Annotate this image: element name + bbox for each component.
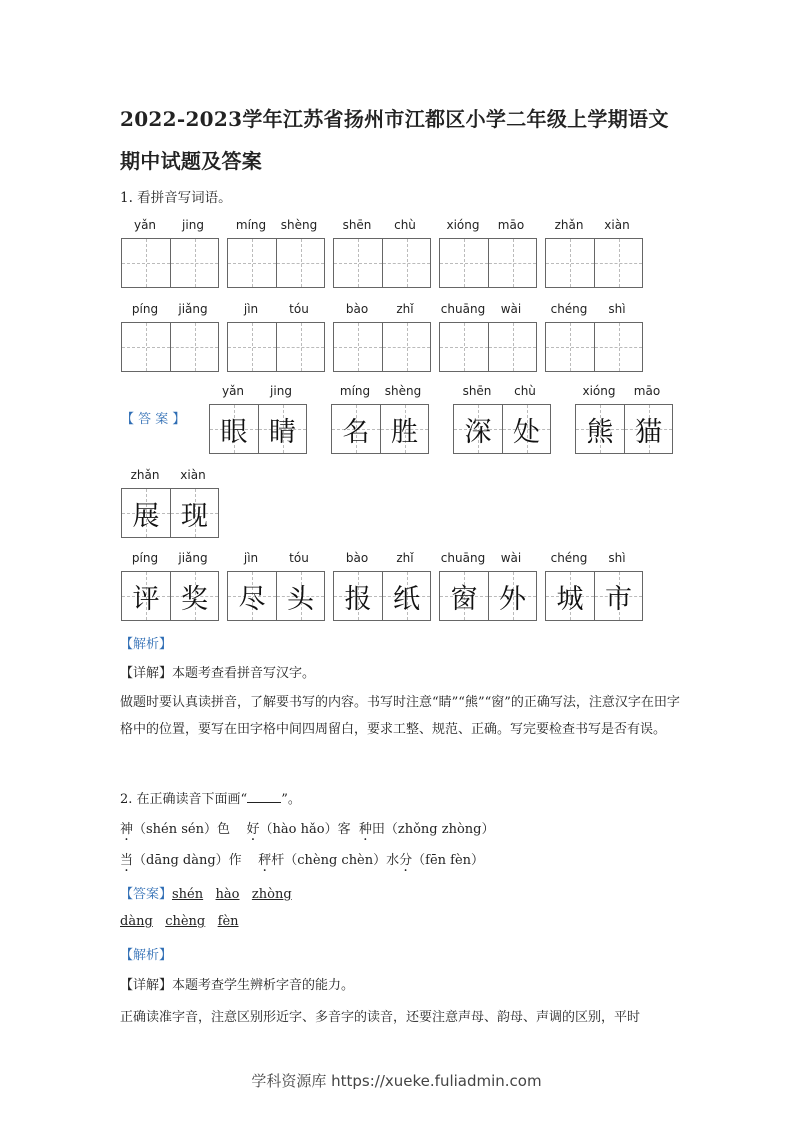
tianzige-cell	[488, 572, 536, 620]
pinyin-label: tóu	[289, 302, 309, 316]
tianzige-cell[interactable]	[228, 239, 276, 287]
pinyin-label: māo	[633, 384, 661, 398]
question-2-line-2	[120, 849, 484, 868]
pinyin-label: xióng	[446, 218, 480, 232]
tianzige-cell	[332, 405, 380, 453]
tianzige-box[interactable]	[227, 238, 325, 288]
pinyin-label: jiǎng	[178, 551, 208, 565]
title-line-2: 期中试题及答案	[120, 149, 263, 173]
tianzige-cell[interactable]	[546, 239, 594, 287]
pinyin-label: shèng	[384, 384, 422, 398]
tianzige-cell[interactable]	[334, 323, 382, 371]
tianzige-box	[209, 404, 307, 454]
title-line-1: 2022-2023学年江苏省扬州市江都区小学二年级上学期语文	[120, 107, 669, 131]
tianzige-box	[121, 571, 219, 621]
pinyin-label: jing	[182, 218, 204, 232]
pinyin-label: jing	[270, 384, 292, 398]
pinyin-label: zhǐ	[396, 551, 414, 565]
pinyin-label: tóu	[289, 551, 309, 565]
pinyin-label: xiàn	[604, 218, 630, 232]
explain-1: 做题时要认真读拼音，了解要书写的内容。书写时注意“睛”“熊”“窗”的正确写法，注意汉字在田字格中的位置，要写在田字格中间四周留白，要求工整、规范、正确。写完要检查书写是否有误。	[120, 695, 680, 737]
tianzige-box[interactable]	[333, 322, 431, 372]
answer-word: hào	[215, 887, 240, 902]
pinyin-label: shì	[608, 551, 626, 565]
pinyin-label: píng	[131, 302, 159, 316]
tianzige-box[interactable]	[545, 322, 643, 372]
answer-character: 奖	[181, 583, 208, 615]
question-2-prompt: 2. 在正确读音下面画“ ”。	[120, 792, 301, 807]
tianzige-box	[545, 571, 643, 621]
word-group	[545, 302, 643, 372]
word-group	[439, 218, 537, 288]
answer-label: 【 答 案 】	[121, 412, 186, 427]
pinyin-label: māo	[497, 218, 525, 232]
tianzige-cell[interactable]	[170, 323, 218, 371]
pinyin-label: jìn	[243, 551, 259, 565]
answer-character: 头	[287, 583, 314, 615]
q2-item-1: 神（shén sén）色	[120, 822, 230, 837]
answer-character: 城	[556, 583, 584, 615]
tianzige-box[interactable]	[545, 238, 643, 288]
pinyin-label: zhǐ	[396, 302, 414, 316]
pinyin-label: shì	[608, 302, 626, 316]
tianzige-box[interactable]	[439, 322, 537, 372]
tianzige-cell	[624, 405, 672, 453]
word-group	[545, 218, 643, 288]
word-group	[227, 302, 325, 372]
answer-character: 睛	[269, 416, 296, 448]
pinyin-label: jiǎng	[178, 302, 208, 316]
pinyin-label: shēn	[462, 384, 492, 398]
answer-character: 窗	[450, 583, 478, 615]
tianzige-box	[439, 571, 537, 621]
pinyin-label: chù	[394, 218, 416, 232]
tianzige-cell	[228, 572, 276, 620]
answer-character: 深	[464, 416, 492, 448]
pinyin-label: xióng	[582, 384, 616, 398]
word-group	[121, 551, 219, 621]
answer-character: 眼	[220, 416, 248, 448]
tianzige-cell[interactable]	[122, 323, 170, 371]
answer-character: 市	[605, 583, 632, 615]
answer-word: zhòng	[251, 887, 292, 902]
question-2-line-1	[120, 818, 495, 837]
tianzige-cell[interactable]	[594, 239, 642, 287]
word-group	[121, 468, 219, 538]
pinyin-label: jìn	[243, 302, 259, 316]
explain-2: 正确读准字音，注意区别形近字、多音字的读音，还要注意声母、韵母、声调的区别，平时	[120, 1010, 641, 1025]
tianzige-cell	[170, 572, 218, 620]
answer-character: 报	[344, 583, 372, 615]
word-group	[439, 302, 537, 372]
pinyin-label: xiàn	[180, 468, 206, 482]
tianzige-cell[interactable]	[546, 323, 594, 371]
pinyin-label: wài	[500, 302, 522, 316]
word-group	[121, 218, 219, 288]
tianzige-box[interactable]	[227, 322, 325, 372]
tianzige-cell[interactable]	[594, 323, 642, 371]
tianzige-box[interactable]	[121, 238, 219, 288]
tianzige-box	[453, 404, 551, 454]
answer-character: 外	[499, 583, 526, 615]
tianzige-cell	[546, 572, 594, 620]
pinyin-label: míng	[339, 384, 371, 398]
footer-watermark: 学科资源库 https://xueke.fuliadmin.com	[251, 1072, 542, 1090]
tianzige-cell	[594, 572, 642, 620]
tianzige-cell[interactable]	[122, 239, 170, 287]
tianzige-cell	[380, 405, 428, 453]
word-group	[331, 384, 429, 454]
word-group	[121, 302, 219, 372]
answer-character: 胜	[391, 416, 418, 448]
pinyin-label: píng	[131, 551, 159, 565]
tianzige-cell[interactable]	[382, 239, 430, 287]
tianzige-cell[interactable]	[170, 239, 218, 287]
tianzige-cell[interactable]	[488, 323, 536, 371]
pinyin-label: wài	[500, 551, 522, 565]
tianzige-cell	[576, 405, 624, 453]
word-group	[333, 302, 431, 372]
q2-item-2: 好（hào hǎo）客	[246, 822, 351, 837]
answer-word: chèng	[165, 914, 206, 929]
word-group	[333, 551, 431, 621]
pinyin-label: míng	[235, 218, 267, 232]
answer-character: 名	[342, 416, 370, 448]
word-group	[227, 218, 325, 288]
pinyin-label: zhǎn	[130, 468, 160, 482]
tianzige-box	[227, 571, 325, 621]
pinyin-label: chù	[514, 384, 536, 398]
pinyin-label: bào	[345, 302, 369, 316]
tianzige-box	[331, 404, 429, 454]
tianzige-cell	[258, 405, 306, 453]
analysis-label-2: 【解析】	[120, 948, 173, 963]
answer-character: 尽	[238, 583, 266, 615]
answer-2-line-b	[120, 914, 239, 929]
tianzige-cell[interactable]	[276, 239, 324, 287]
analysis-label-1: 【解析】	[120, 637, 173, 652]
pinyin-label: chéng	[550, 302, 588, 316]
tianzige-cell[interactable]	[440, 323, 488, 371]
word-group	[439, 551, 537, 621]
tianzige-box[interactable]	[439, 238, 537, 288]
word-group	[453, 384, 551, 454]
tianzige-cell	[276, 572, 324, 620]
word-group	[209, 384, 307, 454]
tianzige-cell[interactable]	[228, 323, 276, 371]
question-1-prompt: 1. 看拼音写词语。	[120, 190, 232, 206]
word-group	[333, 218, 431, 288]
tianzige-cell	[502, 405, 550, 453]
pinyin-label: chéng	[550, 551, 588, 565]
answer-word: shén	[172, 887, 204, 902]
answer-word: dàng	[120, 914, 153, 929]
pinyin-label: yǎn	[133, 218, 157, 232]
tianzige-cell[interactable]	[440, 239, 488, 287]
pinyin-label: bào	[345, 551, 369, 565]
tianzige-box	[333, 571, 431, 621]
pinyin-label: shèng	[280, 218, 318, 232]
answer-character: 现	[181, 500, 208, 532]
page-title	[120, 98, 690, 182]
answer-character: 猫	[635, 416, 662, 448]
tianzige-cell	[440, 572, 488, 620]
pinyin-label: shēn	[342, 218, 372, 232]
pinyin-label: chuāng	[440, 551, 486, 565]
word-group	[575, 384, 673, 454]
tianzige-cell[interactable]	[488, 239, 536, 287]
q2-item-3: 种田（zhǒng zhòng）	[358, 822, 495, 837]
q2-item-6: 分（fēn fèn）	[399, 853, 485, 868]
tianzige-box[interactable]	[333, 238, 431, 288]
answer-character: 展	[132, 500, 160, 532]
tianzige-cell	[210, 405, 258, 453]
tianzige-cell	[122, 489, 170, 537]
tianzige-cell[interactable]	[382, 323, 430, 371]
detail-1: 【详解】本题考查看拼音写汉字。	[120, 666, 316, 681]
answer-character: 评	[132, 583, 160, 615]
q2-item-4: 当（dāng dàng）作	[120, 853, 242, 868]
pinyin-label: zhǎn	[554, 218, 584, 232]
answer-2-line-a: 【答案】shén hào zhòng	[120, 887, 292, 902]
tianzige-cell	[122, 572, 170, 620]
tianzige-cell	[382, 572, 430, 620]
tianzige-box	[575, 404, 673, 454]
tianzige-cell[interactable]	[334, 239, 382, 287]
word-group	[227, 551, 325, 621]
pinyin-label: yǎn	[221, 384, 245, 398]
word-group	[545, 551, 643, 621]
answer-character: 处	[513, 416, 540, 448]
tianzige-cell	[334, 572, 382, 620]
tianzige-cell[interactable]	[276, 323, 324, 371]
answer-character: 熊	[586, 416, 614, 448]
tianzige-cell	[454, 405, 502, 453]
answer-word: fèn	[217, 914, 239, 929]
tianzige-box	[121, 488, 219, 538]
tianzige-box[interactable]	[121, 322, 219, 372]
answer-character: 纸	[393, 583, 420, 615]
q2-item-5: 秤杆（chèng chèn）水	[258, 853, 400, 868]
detail-2: 【详解】本题考查学生辨析字音的能力。	[120, 978, 355, 993]
pinyin-label: chuāng	[440, 302, 486, 316]
tianzige-cell	[170, 489, 218, 537]
